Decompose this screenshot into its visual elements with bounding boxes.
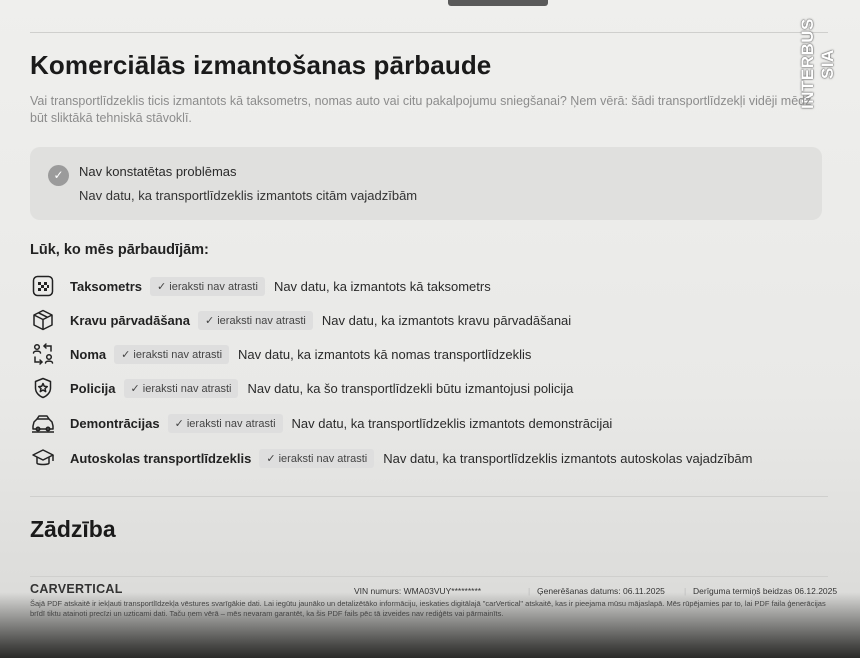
vin-number: VIN numurs: WMA03VUY********* (354, 586, 482, 596)
check-description: Nav datu, ka transportlīdzeklis izmantots autoskolas vajadzībām (383, 450, 753, 466)
check-row-driving-school (30, 445, 752, 471)
check-label: Demontrācijas (70, 415, 160, 431)
next-section-title: Zādzība (30, 516, 116, 542)
check-description: Nav datu, ka izmantots kravu pārvadāšanai (321, 312, 572, 328)
check-row-rental (30, 341, 531, 367)
generated-date: Ģenerēšanas datums: 06.11.2025 (537, 586, 665, 596)
check-row-demo (30, 410, 612, 436)
status-card (30, 147, 822, 220)
no-records-badge: ✓ ieraksti nav atrasti (124, 379, 239, 398)
footer-disclaimer: Šajā PDF atskaitē ir iekļauti transportlīdzekļa vēstures svarīgākie dati. Lai iegūtu jaunāko un detalizētāko informāciju, ieskaties digitālajā "carVertical" atskaitē, kas ir pieejama mūsu mājaslapā. Mēs rūpējamies par to, lai PDF faila ģenerācijas brīdī tiktu atainoti precīzi un uzticami dati. Taču ņem vērā – mēs nevaram garantēt, ka šis PDF fails pēc tā izveides nav rediģēts vai pārmainīts. (30, 599, 826, 618)
no-records-badge: ✓ ieraksti nav atrasti (168, 414, 283, 433)
checked-heading: Lūk, ko mēs pārbaudījām: (30, 242, 209, 258)
no-records-badge: ✓ ieraksti nav atrasti (259, 449, 374, 468)
no-records-badge: ✓ ieraksti nav atrasti (198, 311, 313, 330)
top-tab-decoration (448, 0, 548, 6)
section-subtitle: Vai transportlīdzeklis ticis izmantots kā taksometrs, nomas auto vai citu pakalpojumu sniegšanai? Ņem vērā: šādi transportlīdzekļi vidēji mēdz būt sliktākā tehniskā stāvoklī. (30, 94, 812, 125)
demo-car-icon (30, 410, 56, 436)
rental-swap-icon (30, 341, 56, 367)
section-title: Komerciālās izmantošanas pārbaude (30, 50, 492, 80)
check-description: Nav datu, ka transportlīdzeklis izmantots demonstrācijai (291, 415, 613, 431)
check-description: Nav datu, ka šo transportlīdzekli būtu izmantojusi policija (247, 380, 574, 396)
taxi-icon (30, 273, 56, 299)
check-description: Nav datu, ka izmantots kā nomas transportlīdzeklis (238, 346, 532, 362)
check-row-police (30, 375, 573, 401)
carvertical-logo: CARVERTICAL (30, 582, 123, 596)
police-badge-icon (30, 375, 56, 401)
footer-divider (30, 576, 828, 577)
no-records-badge: ✓ ieraksti nav atrasti (150, 277, 265, 296)
top-divider (30, 32, 828, 33)
check-row-cargo (30, 307, 571, 333)
check-label: Kravu pārvadāšana (70, 312, 190, 328)
no-records-badge: ✓ ieraksti nav atrasti (114, 345, 229, 364)
cargo-box-icon (30, 307, 56, 333)
check-label: Taksometrs (70, 278, 143, 294)
meta-separator: | (684, 586, 687, 596)
section-divider (30, 496, 828, 497)
check-row-taxi (30, 273, 491, 299)
check-label: Autoskolas transportlīdzeklis (70, 450, 252, 466)
watermark: INTERBUS SIA (798, 18, 837, 110)
graduation-cap-icon (30, 445, 56, 471)
check-label: Noma (70, 346, 107, 362)
validity-date: Derīguma termiņš beidzas 06.12.2025 (693, 586, 838, 596)
status-description: Nav datu, ka transportlīdzeklis izmantots citām vajadzībām (79, 188, 418, 203)
status-title: Nav konstatētas problēmas (79, 164, 237, 179)
check-circle-icon: ✓ (48, 165, 69, 186)
check-label: Policija (70, 380, 116, 396)
meta-separator: | (528, 586, 531, 596)
check-description: Nav datu, ka izmantots kā taksometrs (273, 278, 491, 294)
